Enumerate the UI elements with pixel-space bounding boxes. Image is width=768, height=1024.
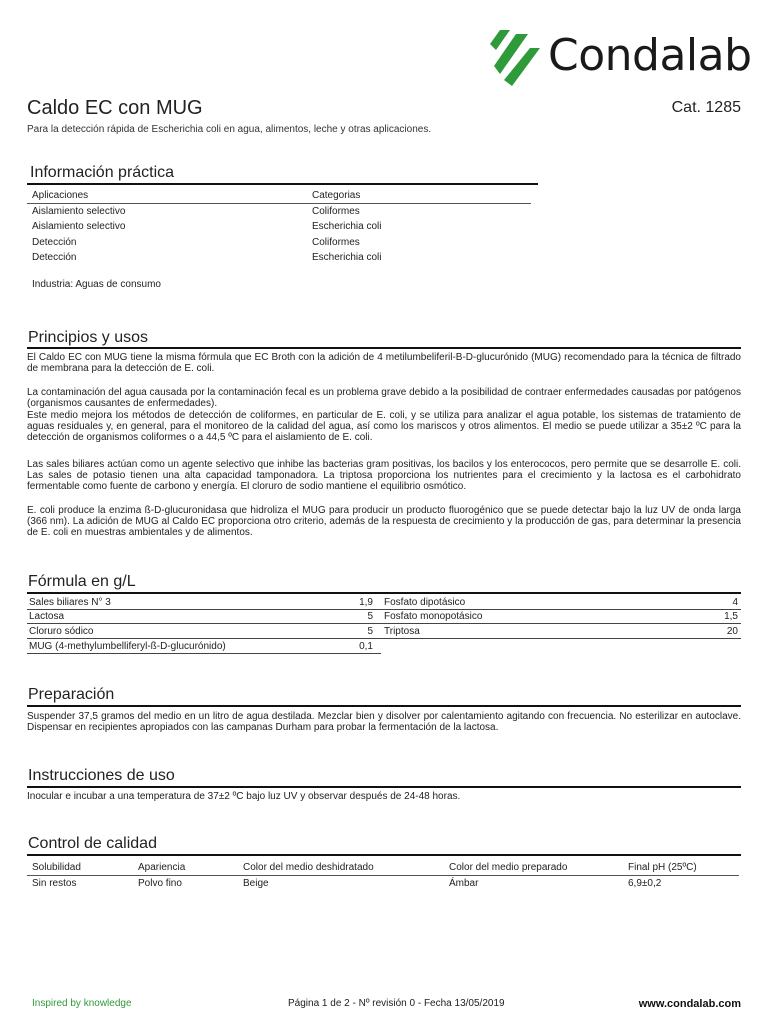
row-divider xyxy=(27,638,381,639)
formula-amount: 20 xyxy=(726,626,738,637)
formula-amount: 0,1 xyxy=(359,641,373,652)
quality-value: 6,9±0,2 xyxy=(628,878,662,889)
row-divider xyxy=(381,638,741,639)
preparation-text: Suspender 37,5 gramos del medio en un litro de agua destilada. Mezclar bien y disolver por calentamiento agitando con frecuencia. No esterilizar en autoclave. Dispensar en recipientes apropiados con las campanas Durham para probar la fermentación de la lactosa. xyxy=(27,711,741,733)
quality-header: Apariencia xyxy=(138,862,186,873)
formula-ingredient: Sales biliares N° 3 xyxy=(29,597,111,608)
section-title-formula: Fórmula en g/L xyxy=(28,573,136,590)
section-title-quality: Control de calidad xyxy=(28,835,157,852)
info-application: Detección xyxy=(32,237,77,248)
row-divider xyxy=(27,609,381,610)
formula-amount: 5 xyxy=(367,611,373,622)
info-category: Coliformes xyxy=(312,206,360,217)
instructions-text: Inocular e incubar a una temperatura de 37±2 ºC bajo luz UV y observar después de 24-48 horas. xyxy=(27,791,461,802)
footer-website-link[interactable]: www.condalab.com xyxy=(638,998,741,1010)
formula-ingredient: MUG (4-methylumbelliferyl-ß-D-glucurónido) xyxy=(29,641,226,652)
row-divider xyxy=(381,609,741,610)
condalab-logo-icon xyxy=(490,28,546,90)
quality-value: Ámbar xyxy=(449,878,479,889)
info-category: Escherichia coli xyxy=(312,221,382,232)
info-col-header-categories: Categorias xyxy=(312,190,361,201)
info-application: Detección xyxy=(32,252,77,263)
section-divider xyxy=(27,786,741,788)
section-title-principles: Principios y usos xyxy=(28,329,149,346)
row-divider xyxy=(27,653,381,654)
row-divider xyxy=(27,623,381,624)
principles-paragraph: E. coli produce la enzima ß-D-glucuronidasa que hidroliza el MUG para producir un producto fluorogénico que se puede detectar bajo la luz UV de onda larga (366 nm). La adición de MUG al Caldo EC proporciona otro criterio, además de la respuesta de crecimiento y la producción de gas, para determinar la presencia de E. coli en muestras ambientales y de alimentos. xyxy=(27,505,741,538)
section-divider xyxy=(27,347,741,349)
principles-paragraph: El Caldo EC con MUG tiene la misma fórmula que EC Broth con la adición de 4 metilumbeliferil-B-D-glucurónido (MUG) recomendado para la técnica de filtrado de membrana para la detección de E. coli. xyxy=(27,352,741,374)
formula-ingredient: Cloruro sódico xyxy=(29,626,94,637)
principles-paragraph: Las sales biliares actúan como un agente selectivo que inhibe las bacterias gram positivas, los bacilos y los enterococos, pero permite que se desarrolle E. coli. Las sales de potasio tienen una alta capacidad tamponadora. La triptosa proporciona los nutrientes para el crecimiento y la lactosa es el carbohidrato fermentable como fuente de carbono y energía. El cloruro de sodio mantiene el equilibrio osmótico. xyxy=(27,459,741,492)
footer-page-info: Página 1 de 2 - Nº revisión 0 - Fecha 13/05/2019 xyxy=(288,998,505,1009)
quality-header: Color del medio preparado xyxy=(449,862,568,873)
formula-ingredient: Fosfato monopotásico xyxy=(384,611,483,622)
section-title-info: Información práctica xyxy=(30,164,175,181)
product-title: Caldo EC con MUG xyxy=(27,97,203,119)
info-category: Escherichia coli xyxy=(312,252,382,263)
quality-header: Solubilidad xyxy=(32,862,81,873)
table-header-divider xyxy=(27,203,531,204)
footer-slogan: Inspired by knowledge xyxy=(32,998,132,1009)
section-divider xyxy=(27,854,741,856)
quality-header-divider xyxy=(27,875,739,876)
formula-ingredient: Fosfato dipotásico xyxy=(384,597,466,608)
info-col-header-applications: Aplicaciones xyxy=(32,190,89,201)
formula-amount: 4 xyxy=(732,597,738,608)
industry-text: Industria: Aguas de consumo xyxy=(32,279,161,290)
info-category: Coliformes xyxy=(312,237,360,248)
principles-paragraph: La contaminación del agua causada por la contaminación fecal es un problema grave debido a la posibilidad de contraer enfermedades causadas por patógenos (organismos causantes de enfermedades). xyxy=(27,387,741,409)
product-subtitle: Para la detección rápida de Escherichia coli en agua, alimentos, leche y otras aplicaciones. xyxy=(27,124,432,135)
formula-ingredient: Triptosa xyxy=(384,626,420,637)
quality-value: Polvo fino xyxy=(138,878,182,889)
formula-amount: 1,5 xyxy=(724,611,738,622)
formula-amount: 1,9 xyxy=(359,597,373,608)
condalab-logo xyxy=(490,28,752,90)
info-application: Aislamiento selectivo xyxy=(32,221,126,232)
principles-paragraph: Este medio mejora los métodos de detección de coliformes, en particular de E. coli, y se utiliza para analizar el agua potable, los sistemas de tratamiento de aguas residuales y, en general, para el monitoreo de la calidad del agua, así como los mariscos y otros alimentos. El medio se puede utilizar a 35±2 ºC para la detección de organismos coliformes o a 44,5 ºC para el aislamiento de E. coli. xyxy=(27,410,741,443)
catalog-number: Cat. 1285 xyxy=(671,99,741,116)
info-application: Aislamiento selectivo xyxy=(32,206,126,217)
quality-header: Color del medio deshidratado xyxy=(243,862,374,873)
brand-name: Condalab xyxy=(548,30,752,81)
row-divider xyxy=(381,623,741,624)
section-divider xyxy=(27,705,741,707)
quality-header: Final pH (25ºC) xyxy=(628,862,697,873)
formula-amount: 5 xyxy=(367,626,373,637)
section-divider xyxy=(27,592,741,594)
quality-value: Beige xyxy=(243,878,269,889)
formula-ingredient: Lactosa xyxy=(29,611,65,622)
section-divider xyxy=(27,183,538,185)
quality-value: Sin restos xyxy=(32,878,77,889)
section-title-instructions: Instrucciones de uso xyxy=(28,767,175,784)
section-title-preparation: Preparación xyxy=(28,686,115,703)
